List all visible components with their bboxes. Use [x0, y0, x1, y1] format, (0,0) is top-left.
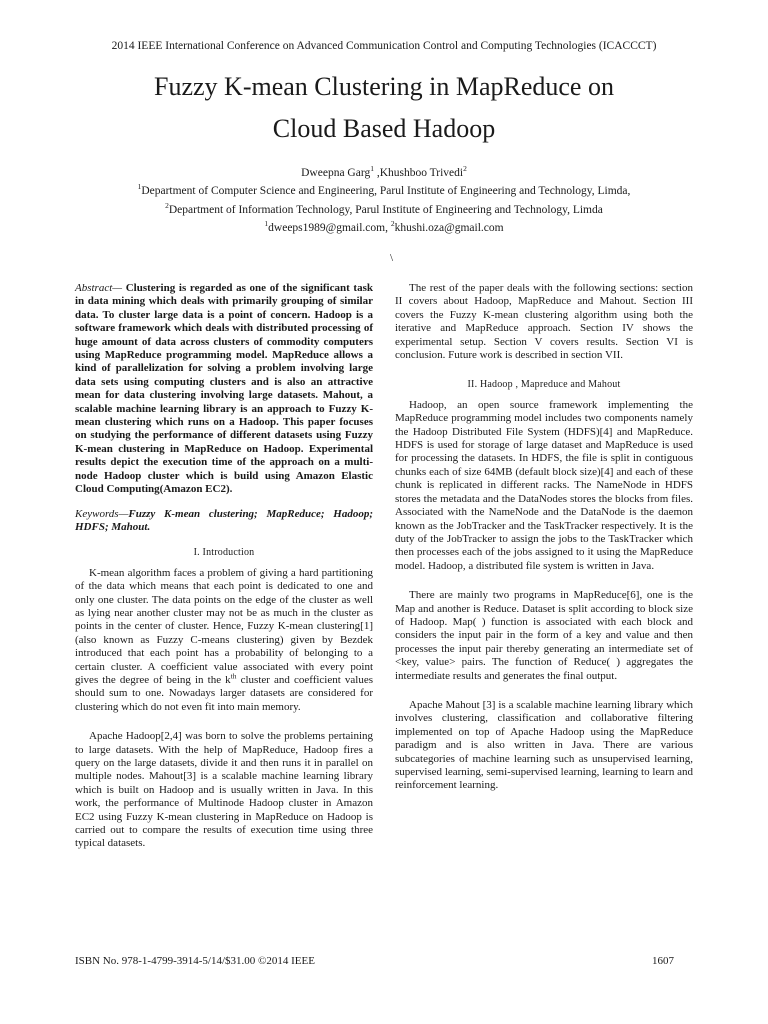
section-2-paragraph-2: There are mainly two programs in MapReduce[6], one is the Map and another is Reduce. Dataset is split according to block size of Hadoop. Map( ) function is associated with each block and considers the input pair in the form of a key and value and then processes the input pair thereby generating an intermediate set of <key, value> pairs. The function of Reduce( ) aggregates the intermediate results and generates the final output.	[395, 589, 693, 682]
aff-1-sup: 1	[137, 182, 142, 192]
aff-2-sup: 2	[165, 200, 169, 210]
keywords	[75, 508, 373, 535]
stray-character: \	[390, 252, 394, 264]
author-1: Dweepna Garg	[301, 166, 371, 179]
author-2: ,Khushboo Trivedi	[373, 166, 464, 179]
section-2-paragraph-3: Apache Mahout [3] is a scalable machine learning library which involves clustering, classification and collaborative filtering implemented on top of Apache Hadoop using the MapReduce paradigm and is also written in Java. There are various subcategories of machine learning such as unsupervised learning, supervised learning, semi-supervised learning, learning to learn and reinforcement learning.	[395, 698, 693, 792]
author-2-sup: 2	[463, 164, 467, 173]
intro-paragraph-3: The rest of the paper deals with the following sections: section II covers about Hadoop, MapReduce and Mahout. Section III covers the Fuzzy K-mean clustering algorithm using both the iterative and MapReduce approach. Section IV shows the experimental setup. Section V covers results. Section VI is conclusion. Future work is described in section VII.	[395, 282, 693, 362]
keywords-body: Fuzzy K-mean clustering; MapReduce; Hadoop; HDFS; Mahout.	[75, 507, 373, 533]
author-1-sup: 1	[370, 164, 374, 173]
intro-paragraph-2: Apache Hadoop[2,4] was born to solve the problems pertaining to large datasets. With the help of MapReduce, Hadoop fires a query on the large datasets, divide it and then runs it in parallel on multiple nodes. Mahout[3] is a scalable machine learning library which is built on Hadoop and is usually written in Java. In this work, the performance of Multinode Hadoop cluster in Amazon EC2 using Fuzzy K-mean clustering in MapReduce on Hadoop is carried out to compare the results of execution time using three typical datasets.	[75, 730, 373, 850]
left-column	[75, 282, 373, 851]
conference-header: 2014 IEEE International Conference on Advanced Communication Control and Computing Technologies (ICACCCT)	[111, 40, 657, 52]
page-number: 1607	[652, 955, 674, 967]
author-block	[40, 162, 728, 235]
intro-p1-part-a: K-mean algorithm faces a problem of giving a hard partitioning of the data which means that each point is dedicated to one and only one cluster. The data points on the edge of the cluster as well as lying near another cluster may not be as much in the cluster as points in the center of cluster. Hence, Fuzzy K-mean clustering[1] (also known as Fuzzy C-means clustering) given by Bezdek introduced that each point has a probability of belonging to a certain cluster. A coefficient value associated with every point gives the degree of being in the k	[75, 566, 373, 686]
paper-title	[60, 66, 708, 150]
email-1: dweeps1989@gmail.com,	[268, 221, 391, 234]
intro-p1-sup: th	[230, 671, 237, 681]
aff-2-text: Department of Information Technology, Parul Institute of Engineering and Technology, Limda	[168, 203, 603, 216]
keywords-lead: Keywords—	[75, 507, 129, 520]
abstract-lead: Abstract—	[75, 282, 123, 294]
affiliation-1	[40, 180, 728, 198]
right-column	[395, 282, 693, 793]
email-1-sup: 1	[264, 218, 269, 228]
abstract	[75, 282, 373, 497]
emails	[40, 217, 728, 235]
abstract-body: Clustering is regarded as one of the significant task in data mining which deals with primarily grouping of similar data. To cluster large data is a point of concern. Hadoop is a software framework which deals with distributed processing of huge amount of data across clusters of commodity computers using MapReduce programming model. MapReduce allows a kind of parallelization for solving a problem involving large data sets using computing clusters and is also an attractive mean for data clustering involving large datasets. Mahout, a scalable machine learning library is an approach to Fuzzy K-mean clustering which runs on a Hadoop. This paper focuses on studying the performance of different datasets using Fuzzy K-mean clustering in MapReduce on Hadoop. Experimental results depict the execution time of the approach on a multi-node Hadoop cluster which is build using Amazon Elastic Cloud Computing(Amazon EC2).	[75, 282, 373, 496]
email-2-sup: 2	[390, 218, 395, 228]
section-2-heading: II. Hadoop , Mapreduce and Mahout	[467, 379, 621, 391]
aff-1-text: Department of Computer Science and Engineering, Parul Institute of Engineering and Technology, Limda,	[141, 185, 631, 198]
title-line-2: Cloud Based Hadoop	[272, 114, 496, 143]
intro-paragraph-1	[75, 567, 373, 714]
intro-p1-part-b: cluster and coefficient values should sum to one. Nowadays larger datasets are considered for clustering which do not even fit into main memory.	[75, 673, 373, 713]
section-2-paragraph-1: Hadoop, an open source framework implementing the MapReduce programming model includes two components namely the Hadoop Distributed File System (HDFS)[4] and MapReduce. HDFS is used for storage of large dataset and MapReduce is used for processing the datasets. In HDFS, the file is split in contiguous chunks each of size 64MB (default block size)[4] and each of these chunk is replicated in different racks. The NameNode in HDFS stores the metadata and the DataNodes stores the blocks from files. Associated with the NameNode and the DataNode is the daemon known as the JobTracker and the TaskTracker respectively. It is the duty of the JobTracker to assign the jobs to the TaskTracker which then processes each of the jobs assigned to it using the MapReduce model. Hadoop, a distributed file system is written in Java.	[395, 398, 693, 572]
title-line-1: Fuzzy K-mean Clustering in MapReduce on	[154, 72, 614, 101]
email-2: khushi.oza@gmail.com	[394, 221, 504, 234]
affiliation-2	[40, 199, 728, 217]
footer-isbn: ISBN No. 978-1-4799-3914-5/14/$31.00 ©2014 IEEE	[75, 955, 315, 967]
section-1-heading: I. Introduction	[193, 547, 255, 559]
author-names	[40, 162, 728, 180]
